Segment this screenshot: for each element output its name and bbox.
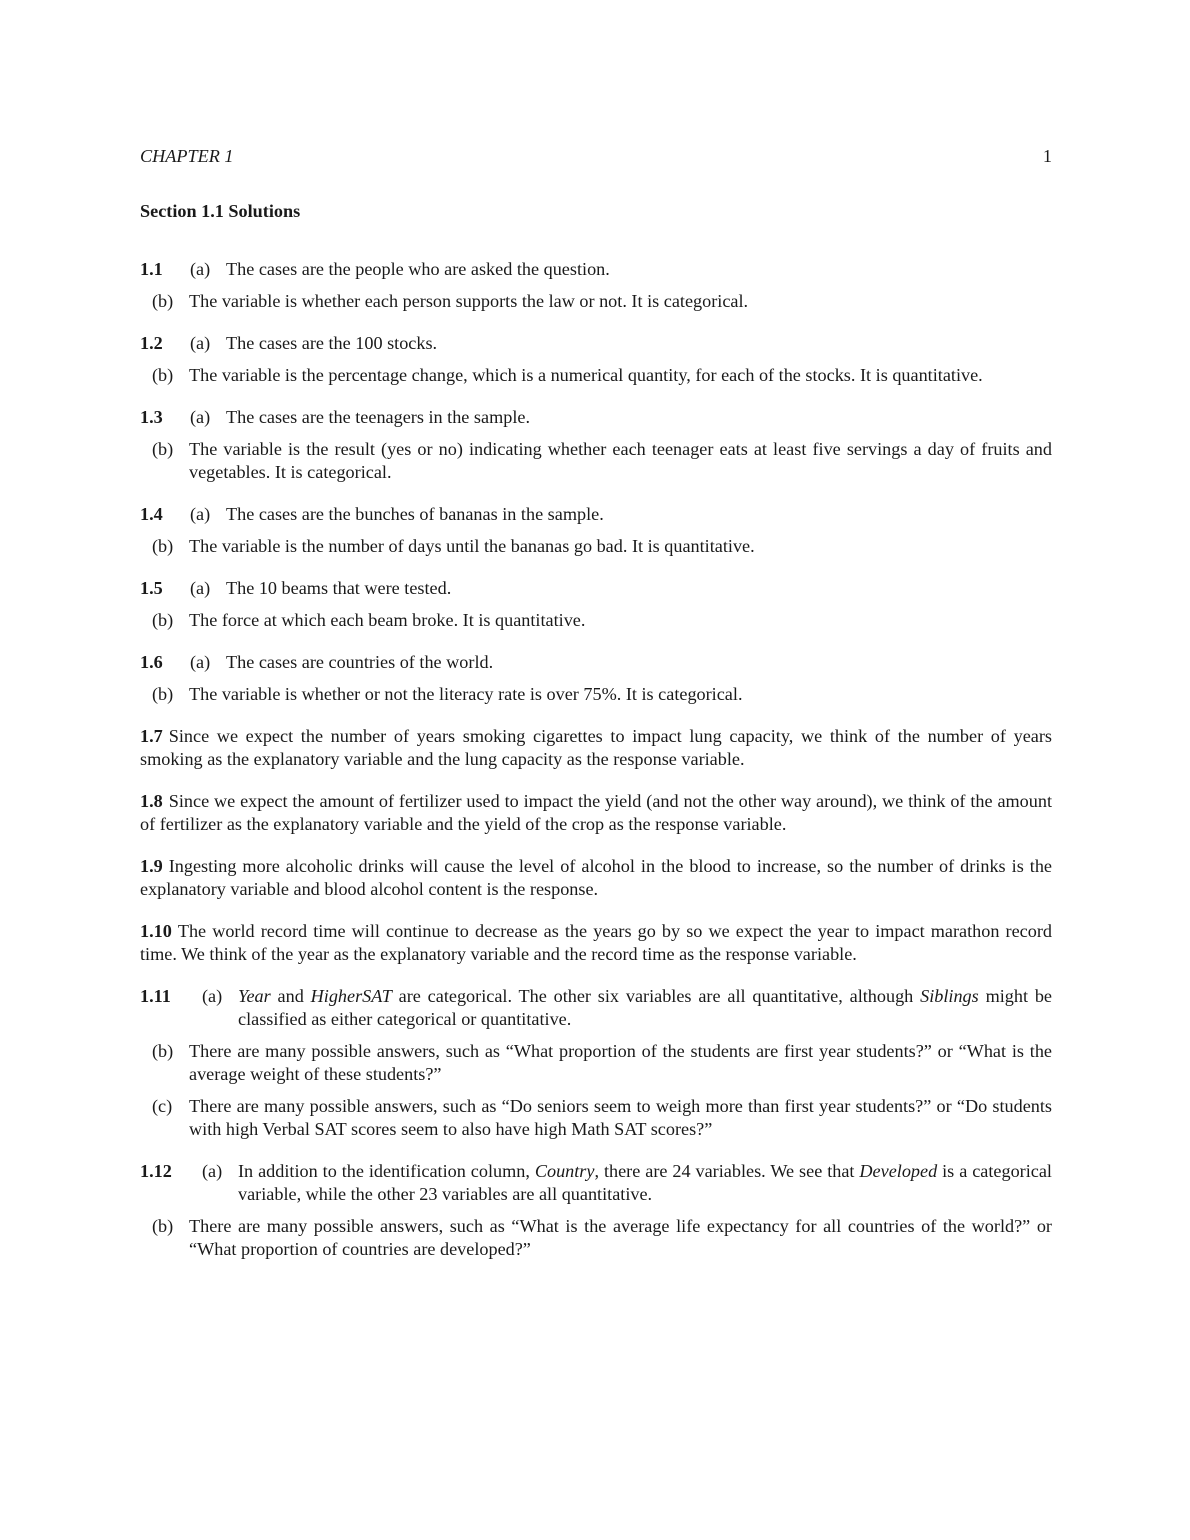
problem-number: 1.1: [140, 259, 163, 279]
problem-text: The world record time will continue to decrease as the years go by so we expect the year to impact marathon record time. We think of the year as the explanatory variable and the record time as the response variable.: [140, 921, 1052, 964]
part-b-text: The variable is the number of days until the bananas go bad. It is quantitative.: [189, 536, 755, 556]
section-title: Section 1.1 Solutions: [140, 201, 301, 221]
part-label: (b): [152, 1041, 174, 1061]
problem-text: Since we expect the amount of fertilizer used to impact the yield (and not the other way around), we think of the amount of fertilizer as the explanatory variable and the yield of the crop as the response variable.: [140, 791, 1052, 834]
part-label: (a): [190, 578, 211, 598]
problem-1-3: [140, 406, 1052, 484]
part-a-text: The cases are the people who are asked the question.: [226, 259, 610, 279]
problem-1-1: [140, 258, 1052, 313]
problem-text: Since we expect the number of years smoking cigarettes to impact lung capacity, we think of the number of years smoking as the explanatory variable and the lung capacity as the response variable.: [140, 726, 1052, 769]
variable-name: HigherSAT: [310, 986, 392, 1006]
part-b-text: The variable is the result (yes or no) indicating whether each teenager eats at least five servings a day of fruits and vegetables. It is categorical.: [189, 439, 1052, 482]
problem-number: 1.8: [140, 791, 163, 811]
variable-name: Year: [238, 986, 271, 1006]
problem-number: 1.3: [140, 407, 163, 427]
part-a-text: Year and HigherSAT are categorical. The other six variables are all quantitative, although Siblings might be classified as either categorical or quantitative.: [238, 986, 1053, 1029]
part-a-text: The 10 beams that were tested.: [226, 578, 452, 598]
solutions-list: [140, 258, 1052, 1280]
part-label: (b): [152, 1216, 174, 1236]
problem-number: 1.6: [140, 652, 163, 672]
part-label: (c): [152, 1096, 173, 1116]
problem-1-6: [140, 651, 1052, 706]
problem-1-11: [140, 985, 1052, 1141]
problem-1-10: [140, 920, 1052, 966]
part-b-text: There are many possible answers, such as “What proportion of the students are first year students?” or “What is the average weight of these students?”: [189, 1041, 1052, 1084]
problem-number: 1.11: [140, 986, 171, 1006]
part-a-text: The cases are the 100 stocks.: [226, 333, 438, 353]
part-label: (a): [190, 333, 211, 353]
chapter-label: CHAPTER 1: [140, 146, 234, 166]
part-b-text: The variable is whether each person supports the law or not. It is categorical.: [189, 291, 749, 311]
part-label: (a): [202, 1161, 223, 1181]
problem-number: 1.12: [140, 1161, 172, 1181]
part-label: (b): [152, 439, 174, 459]
part-b-text: The variable is the percentage change, which is a numerical quantity, for each of the stocks. It is quantitative.: [189, 365, 983, 385]
problem-1-9: [140, 855, 1052, 901]
part-label: (a): [190, 407, 211, 427]
problem-text: Ingesting more alcoholic drinks will cause the level of alcohol in the blood to increase, so the number of drinks is the explanatory variable and blood alcohol content is the response.: [140, 856, 1052, 899]
page-number: 1: [1042, 146, 1052, 166]
problem-1-12: [140, 1160, 1052, 1261]
part-b-text: The force at which each beam broke. It is quantitative.: [189, 610, 586, 630]
problem-1-2: [140, 332, 1052, 387]
part-a-text: In addition to the identification column, Country, there are 24 variables. We see that Developed is a categorical variable, while the other 23 variables are all quantitative.: [238, 1161, 1052, 1204]
part-label: (a): [202, 986, 223, 1006]
problem-number: 1.7: [140, 726, 163, 746]
part-c-text: There are many possible answers, such as “Do seniors seem to weigh more than first year students?” or “Do students with high Verbal SAT scores seem to also have high Math SAT scores?”: [189, 1096, 1052, 1139]
part-b-text: The variable is whether or not the literacy rate is over 75%. It is categorical.: [189, 684, 743, 704]
variable-name: Country: [534, 1161, 595, 1181]
problem-number: 1.10: [140, 921, 172, 941]
part-label: (a): [190, 652, 211, 672]
problem-1-7: [140, 725, 1052, 771]
problem-1-5: [140, 577, 1052, 632]
part-b-text: There are many possible answers, such as “What is the average life expectancy for all countries of the world?” or “What proportion of countries are developed?”: [189, 1216, 1052, 1259]
problem-number: 1.5: [140, 578, 163, 598]
variable-name: Siblings: [920, 986, 979, 1006]
problem-number: 1.4: [140, 504, 163, 524]
part-label: (a): [190, 259, 211, 279]
part-label: (b): [152, 610, 174, 630]
problem-number: 1.2: [140, 333, 163, 353]
part-label: (b): [152, 684, 174, 704]
problem-number: 1.9: [140, 856, 163, 876]
part-label: (a): [190, 504, 211, 524]
part-a-text: The cases are the bunches of bananas in the sample.: [226, 504, 604, 524]
part-label: (b): [152, 291, 174, 311]
part-a-text: The cases are the teenagers in the sample.: [226, 407, 530, 427]
part-label: (b): [152, 365, 174, 385]
problem-1-8: [140, 790, 1052, 836]
running-header: [140, 145, 1052, 169]
part-label: (b): [152, 536, 174, 556]
part-a-text: The cases are countries of the world.: [226, 652, 494, 672]
variable-name: Developed: [859, 1161, 938, 1181]
problem-1-4: [140, 503, 1052, 558]
